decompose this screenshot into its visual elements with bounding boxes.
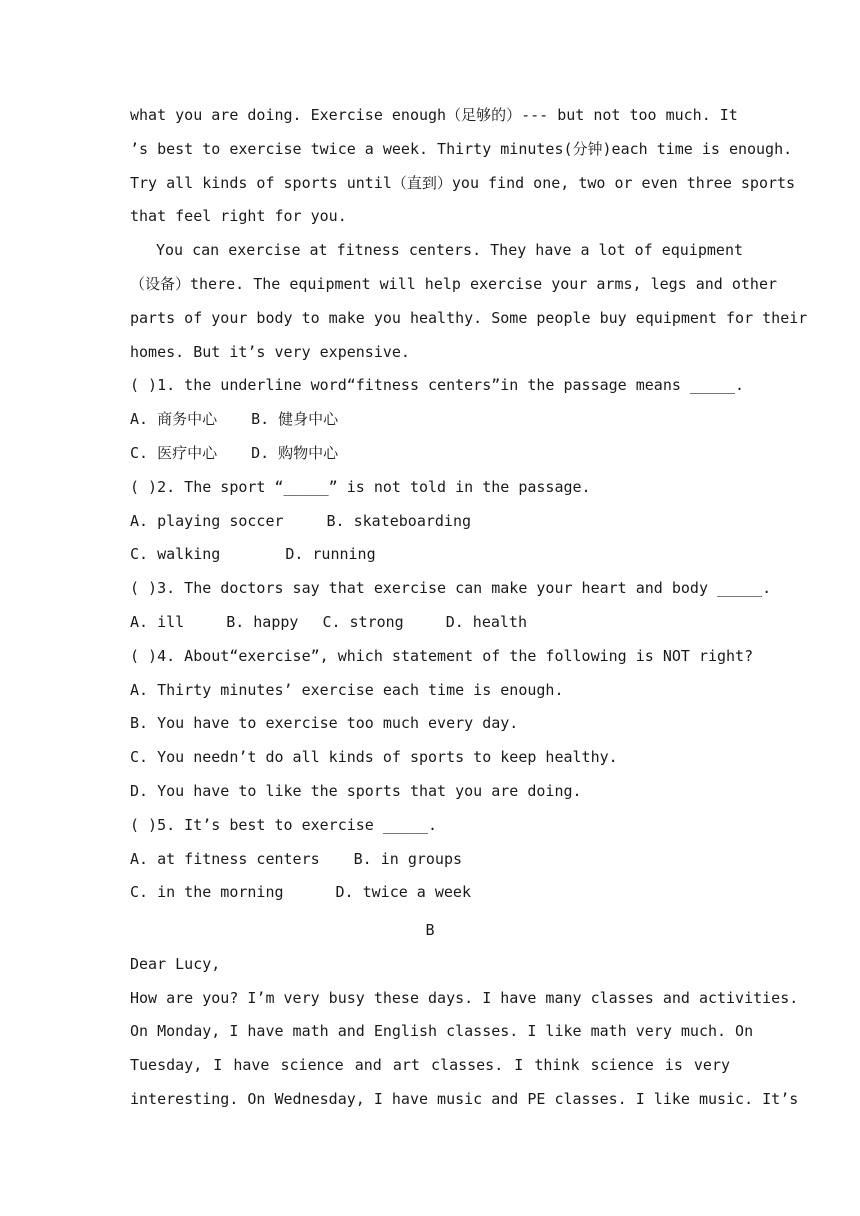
question-2-options-row (130, 505, 730, 539)
question-5-options-row (130, 843, 730, 877)
passage-line: Try all kinds of sports until（直到）you find one, two or even three sports (130, 173, 796, 192)
option-b: B. skateboarding (326, 511, 472, 530)
passage-line: homes. But it’s very expensive. (130, 342, 410, 361)
option-a: A. ill (130, 612, 185, 631)
option-d: D. running (285, 545, 376, 564)
option-a: A. Thirty minutes’ exercise each time is enough. (130, 680, 564, 699)
option-d: D. You have to like the sports that you are doing. (130, 781, 582, 800)
question-2-stem: ( )2. The sport “_____” is not told in the passage. (130, 477, 591, 496)
option-d: D. 购物中心 (251, 443, 339, 462)
option-b: B. happy (226, 612, 299, 631)
option-d: D. health (445, 612, 527, 631)
passage-b (130, 914, 799, 1117)
passage-line: parts of your body to make you healthy. Some people buy equipment for their (130, 308, 808, 327)
option-c: C. in the morning (130, 883, 284, 902)
question-5-options-row (130, 876, 730, 910)
question-1-stem: ( )1. the underline word“fitness centers”in the passage means _____. (130, 376, 745, 395)
question-5-stem: ( )5. It’s best to exercise _____. (130, 815, 438, 834)
option-a: A. 商务中心 (130, 410, 218, 429)
letter-salutation: Dear Lucy, (130, 954, 221, 973)
option-a: A. at fitness centers (130, 849, 320, 868)
option-b: B. 健身中心 (251, 410, 339, 429)
passage-line: what you are doing. Exercise enough（足够的）--- but not too much. It (130, 106, 738, 124)
option-c: C. You needn’t do all kinds of sports to keep healthy. (130, 748, 618, 767)
passage-a (130, 99, 808, 910)
option-c: C. strong (322, 612, 404, 631)
section-heading: B (425, 921, 435, 939)
question-1-options-row (130, 437, 730, 471)
letter-line: Tuesday, I have science and art classes. I think science is very (130, 1056, 730, 1075)
option-b: B. You have to exercise too much every day. (130, 714, 519, 733)
passage-line: （设备）there. The equipment will help exercise your arms, legs and other (130, 274, 777, 293)
question-4-stem: ( )4. About“exercise”, which statement of the following is NOT right? (130, 646, 754, 665)
question-3-stem: ( )3. The doctors say that exercise can make your heart and body _____. (130, 579, 772, 598)
option-d: D. twice a week (335, 883, 471, 902)
passage-line: that feel right for you. (130, 207, 347, 226)
question-2-options-row (130, 538, 730, 572)
question-3-options-row (130, 606, 730, 640)
option-b: B. in groups (353, 849, 463, 868)
option-a: A. playing soccer (130, 511, 284, 530)
passage-line: You can exercise at fitness centers. They have a lot of equipment (156, 241, 743, 260)
option-c: C. 医疗中心 (130, 443, 218, 462)
letter-line: On Monday, I have math and English classes. I like math very much. On (130, 1022, 754, 1041)
letter-line: interesting. On Wednesday, I have music and PE classes. I like music. It’s (130, 1089, 799, 1108)
option-c: C. walking (130, 545, 221, 564)
letter-line: How are you? I’m very busy these days. I have many classes and activities. (130, 988, 799, 1007)
passage-line: ’s best to exercise twice a week. Thirty minutes(分钟)each time is enough. (130, 139, 793, 158)
question-1-options-row (130, 403, 730, 437)
